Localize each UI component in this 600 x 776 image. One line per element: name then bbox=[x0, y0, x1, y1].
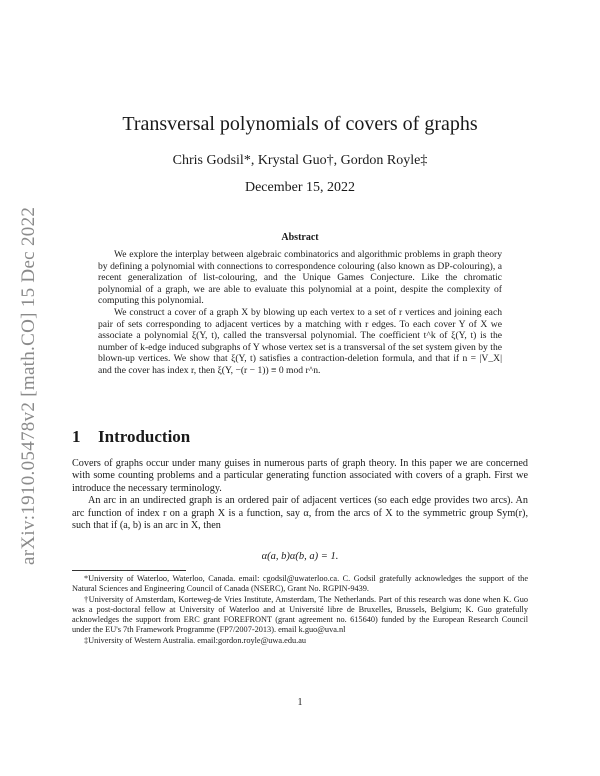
section-body bbox=[72, 458, 528, 532]
arxiv-stamp: arXiv:1910.05478v2 [math.CO] 15 Dec 2022 bbox=[18, 206, 39, 565]
display-equation: α(a, b)α(b, a) = 1. bbox=[261, 551, 339, 562]
body-paragraph: Covers of graphs occur under many guises in numerous parts of graph theory. In this paper we are concerned with some counting problems and a particular generating function associated with covers of a graph. First we introduce the necessary terminology. bbox=[72, 458, 528, 494]
abstract-heading: Abstract bbox=[281, 232, 319, 243]
footnote: †University of Amsterdam, Korteweg-de Vries Institute, Amsterdam, The Netherlands. Part of this research was done when K. Guo was a post-doctoral fellow at University of Waterloo and at Université libre de Bruxelles, Brussels, Belgium; K. Guo gratefully acknowledges the support from ERC grant FOREFRONT (grant agreement no. 615640) funded by the European Research Council under the EU's 7th Framework Programme (FP7/2007-2013). email k.guo@uva.nl bbox=[72, 594, 528, 635]
section-number: 1 bbox=[72, 427, 81, 446]
page-number: 1 bbox=[297, 697, 303, 708]
footnote: ‡University of Western Australia. email:gordon.royle@uwa.edu.au bbox=[84, 635, 307, 645]
paper-date: December 15, 2022 bbox=[244, 180, 356, 195]
body-paragraph: An arc in an undirected graph is an ordered pair of adjacent vertices (so each edge provides two arcs). An arc function of index r on a graph X is a function, say α, from the arcs of X to the symmetric group Sym(r), such that if (a, b) is an arc in X, then bbox=[72, 495, 528, 532]
section-heading bbox=[72, 427, 190, 447]
authors: Chris Godsil*, Krystal Guo†, Gordon Royle‡ bbox=[172, 153, 428, 168]
paper-title: Transversal polynomials of covers of graphs bbox=[122, 113, 478, 135]
abstract-paragraph: We explore the interplay between algebraic combinatorics and algorithmic problems in graph theory by defining a polynomial with connections to correspondence colouring (also known as DP-colouring), a recent generalization of list-colouring, and the Unique Games Conjecture. Like the chromatic polynomial of a graph, we are able to evaluate this polynomial at a point, despite the complexity of computing this polynomial. bbox=[98, 249, 502, 307]
footnote-rule bbox=[72, 570, 186, 571]
section-title: Introduction bbox=[98, 427, 191, 446]
footnotes bbox=[72, 574, 528, 646]
abstract-body bbox=[98, 249, 502, 377]
abstract-paragraph: We construct a cover of a graph X by blowing up each vertex to a set of r vertices and joining each pair of sets corresponding to adjacent vertices by a matching with r edges. To each cover Y of X we associate a polynomial ξ(Y, t), called the transversal polynomial. The coefficient t^k of ξ(Y, t) is the number of k-edge induced subgraphs of Y whose vertex set is a transversal of the set system given by the blown-up vertices. We show that ξ(Y, t) satisfies a contraction-deletion formula, and that if n = |V_X| and the cover has index r, then ξ(Y, −(r − 1)) ≡ 0 mod r^n. bbox=[98, 306, 502, 376]
footnote: *University of Waterloo, Waterloo, Canada. email: cgodsil@uwaterloo.ca. C. Godsil gratefully acknowledges the support of the Natural Sciences and Engineering Council of Canada (NSERC), Grant No. RGPIN-9439. bbox=[72, 574, 528, 594]
